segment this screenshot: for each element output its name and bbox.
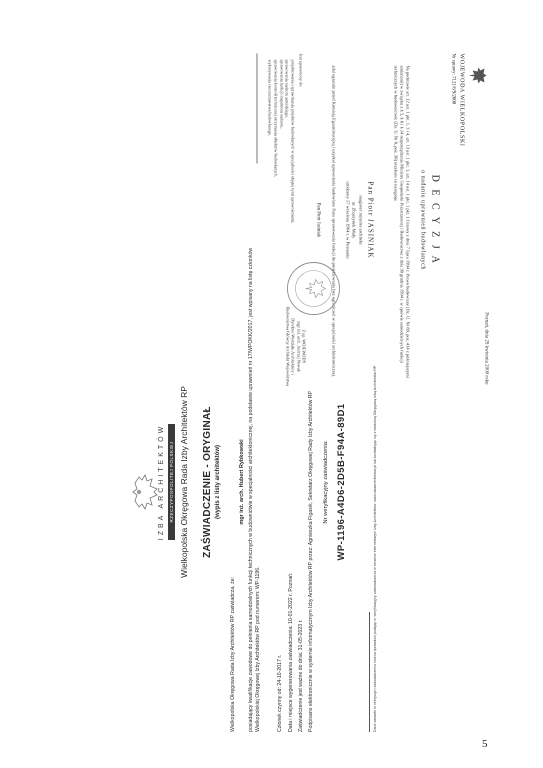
page-number: 5 xyxy=(482,738,488,750)
recipient-name: Pan Piotr Jasiniak xyxy=(315,202,321,238)
eagle-emblem-icon xyxy=(130,471,160,513)
decision-document xyxy=(238,48,493,393)
list-item: projektowania i sprawdzania projektów budowlanych w specjalności objętej tymi uprawnieniami, xyxy=(290,59,296,224)
member-since: Członek czynny od: 24-10-2017 r. xyxy=(277,654,283,732)
org-name-bar: RZECZYPOSPOLITEJ POLSKIEJ xyxy=(168,424,175,540)
entitlements-list xyxy=(267,54,304,244)
addressee-profession: magister inżynier architekt xyxy=(358,195,364,245)
issue-date: Data i miejsce wygenerowania zaświadczenia: 10-01-2022 r. Poznań. xyxy=(288,572,294,732)
verification-label: Nr weryfikacyjny zaświadczenia: xyxy=(323,440,329,524)
legal-basis: Na podstawie art. 12 ust. 1 pkt. 1, 3 i 4, art. 13 ust. 1 pkt. 1, art. 14 ust. 1 pkt. 1 pkt. 1 Ustawy z dnia 7 lipca 1994 r. Prawo budowlane (Dz. U. Nr 89, poz. 414 z późniejszymi zmianami) w związku z § 5, § 8 i § 14 rozporządzenia Ministra Gospodarki Przestrzennej i Budownictwa z dnia 30 grudnia 1994 r. w sprawie samodzielnych funkcji technicznych w budownictwie (Dz. U. Nr 8, poz. 38) orzekam co następuje xyxy=(393,65,411,378)
footnote-divider xyxy=(369,612,370,732)
signer-name: mgr inż. arch. Andrzej Nowak xyxy=(296,321,302,372)
certificate-footnote: Dane zawarte w niniejszym zaświadczeniu można sprawdzić podając nr weryfikacyjny zaświadczenia w serwisie internetowym Izby Architektów: www.izbaarchitektow.pl lub kontaktując się z właściwą Okręgową Izbą Architektów RP. xyxy=(373,365,377,732)
decision-subtitle: o nadaniu uprawnień budowlanych xyxy=(419,170,426,270)
certificate-intro: Wielkopolska Okręgowa Rada Izby Architektów RP zaświadcza, że: xyxy=(230,576,236,732)
list-item: sprawowania kontroli technicznej utrzymania obiektów budowlanych, xyxy=(273,59,279,178)
decision-date: Poznań, dnia 29 kwietnia 2000 roku xyxy=(483,312,489,385)
addressee-name: Pan Piotr JASINIAK xyxy=(366,181,375,259)
case-number: Nr sprawy: 7121/6/9/2000 xyxy=(450,53,456,105)
signer-role: Dyrektor Wydziału Architektury i Budownictwa Główny Architekt Województwa xyxy=(285,306,296,387)
footer-divider xyxy=(257,54,258,164)
certificate-body: posiadający kwalifikacje zawodowe do pełnienia samodzielnych funkcji technicznych w budownictwie w specjalności architektonicznej, na podstawie uprawnień nr 17/WPOKK/2017, jest wpisany na listę członków Wielkopolskiej Okręgowej Izby Architektów RP pod numerem: WP-1196. xyxy=(248,247,261,732)
electronic-signature: Podpisano elektronicznie w systemie informatycznym Izby Architektów RP przez: Agnieszka Figasik, Sekretarz Okręgowej Rady Izby Architektów RP xyxy=(308,391,314,732)
certificate-subtitle: (wypis z listy architektów) xyxy=(215,444,221,520)
grant-text: zdał egzamin przed Komisją Egzaminacyjną i uzyskał uprawnienia budowlane Pana sprawowania funkcji do projektowania bez ograniczeń w specjalności architektonicznej. xyxy=(331,65,337,378)
org-name-top: IZBA ARCHITEKTÓW xyxy=(158,423,165,541)
verification-code: WP-1196-A4D6-2D5B-F94A-89D1 xyxy=(336,403,347,561)
addressee-birth-place: ur. Zbąszynek Mały xyxy=(351,201,357,239)
addressee-birth-date: urodzony 17 września 1964 r. w Poznaniu xyxy=(345,181,351,259)
voivode-header: WOJEWODA WIELKOPOLSKI xyxy=(458,53,465,147)
member-name: mgr inż. arch. Hubert Rybkowski xyxy=(239,439,245,525)
decision-title: D E C Y Z J A xyxy=(429,174,441,266)
valid-until: Zaświadczenie jest ważne do dnia: 31-05-2023 r. xyxy=(298,619,304,732)
eagle-emblem-icon xyxy=(467,66,489,86)
list-item: wykonywania rzeczoznawstwa budowlanego. xyxy=(267,59,273,137)
signature-block xyxy=(285,307,307,387)
list-item: sprawowania funkcji inspektora nadzoru, xyxy=(279,59,285,129)
entitlements-title: Jest uprawniony do: xyxy=(298,53,304,88)
council-name: Wielkopolska Okręgowa Rada Izby Architektów RP xyxy=(179,386,189,578)
certificate-title: ZAŚWIADCZENIE - ORYGINAŁ xyxy=(202,406,213,558)
list-item: sprawowania nadzoru autorskiego, xyxy=(284,59,290,118)
signer-title: Z up. WOJEWODY xyxy=(301,329,307,364)
